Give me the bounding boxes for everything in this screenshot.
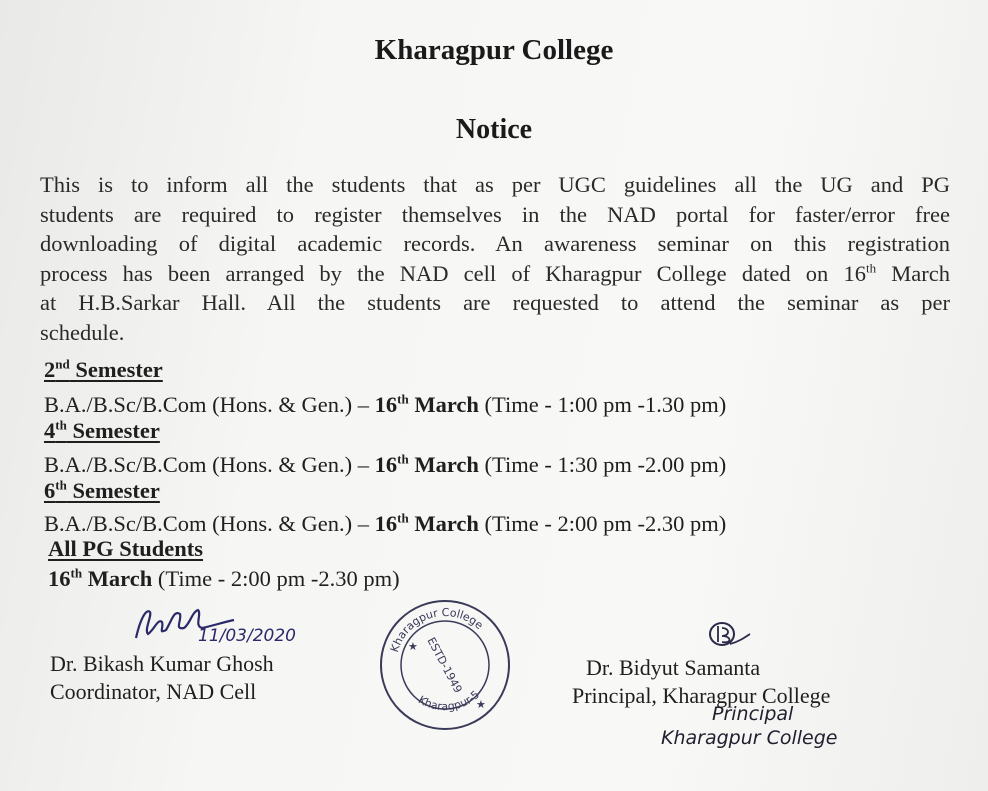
principal-stamp-line1: Principal <box>712 703 794 725</box>
seal-ring-bottom: Kharagpur-5 <box>415 687 483 714</box>
principal-name: Dr. Bidyut Samanta <box>586 655 761 680</box>
college-title: Kharagpur College <box>374 34 614 66</box>
notice-heading: Notice <box>455 114 533 145</box>
notice-body <box>40 170 950 347</box>
schedule-row: B.A./B.Sc/B.Com (Hons. & Gen.) – 16th March (Time - 1:00 pm -1.30 pm) <box>44 391 727 417</box>
signature-date: 11/03/2020 <box>198 626 296 646</box>
seal-ring-text: Kharagpur College <box>387 605 486 654</box>
body-line-1: This is to inform all the students that as per UGC guidelines all the UG and PG <box>40 172 950 197</box>
schedule-row: B.A./B.Sc/B.Com (Hons. & Gen.) – 16th March (Time - 1:30 pm -2.00 pm) <box>44 451 727 477</box>
principal-initials <box>704 616 754 654</box>
principal-title: Principal, Kharagpur College <box>572 683 831 708</box>
body-line-5: at H.B.Sarkar Hall. All the students are requested to attend the seminar as per <box>40 290 950 315</box>
semester-heading: 4th Semester <box>44 417 160 443</box>
body-line-4: process has been arranged by the NAD cell of Kharagpur College dated on 16th March <box>40 260 950 286</box>
schedule-row: B.A./B.Sc/B.Com (Hons. & Gen.) – 16th March (Time - 2:00 pm -2.30 pm) <box>44 510 727 536</box>
semester-heading: 2nd Semester <box>44 356 163 382</box>
seal-center: ESTD-1949 <box>424 635 465 696</box>
body-line-2: students are required to register themselves in the NAD portal for faster/error free <box>40 201 950 227</box>
pg-schedule-row: 16th March (Time - 2:00 pm -2.30 pm) <box>48 565 400 591</box>
body-line-3: downloading of digital academic records. An awareness seminar on this registration <box>40 231 950 256</box>
body-line-6: schedule. <box>40 319 125 345</box>
coordinator-title: Coordinator, NAD Cell <box>50 679 257 704</box>
college-seal <box>376 596 514 734</box>
principal-stamp-line2: Kharagpur College <box>661 727 838 749</box>
seal-star-icon: ★ <box>408 640 418 653</box>
pg-heading: All PG Students <box>48 536 204 561</box>
semester-heading: 6th Semester <box>44 477 160 503</box>
coordinator-name: Dr. Bikash Kumar Ghosh <box>50 651 274 676</box>
seal-star-icon: ★ <box>476 698 486 711</box>
